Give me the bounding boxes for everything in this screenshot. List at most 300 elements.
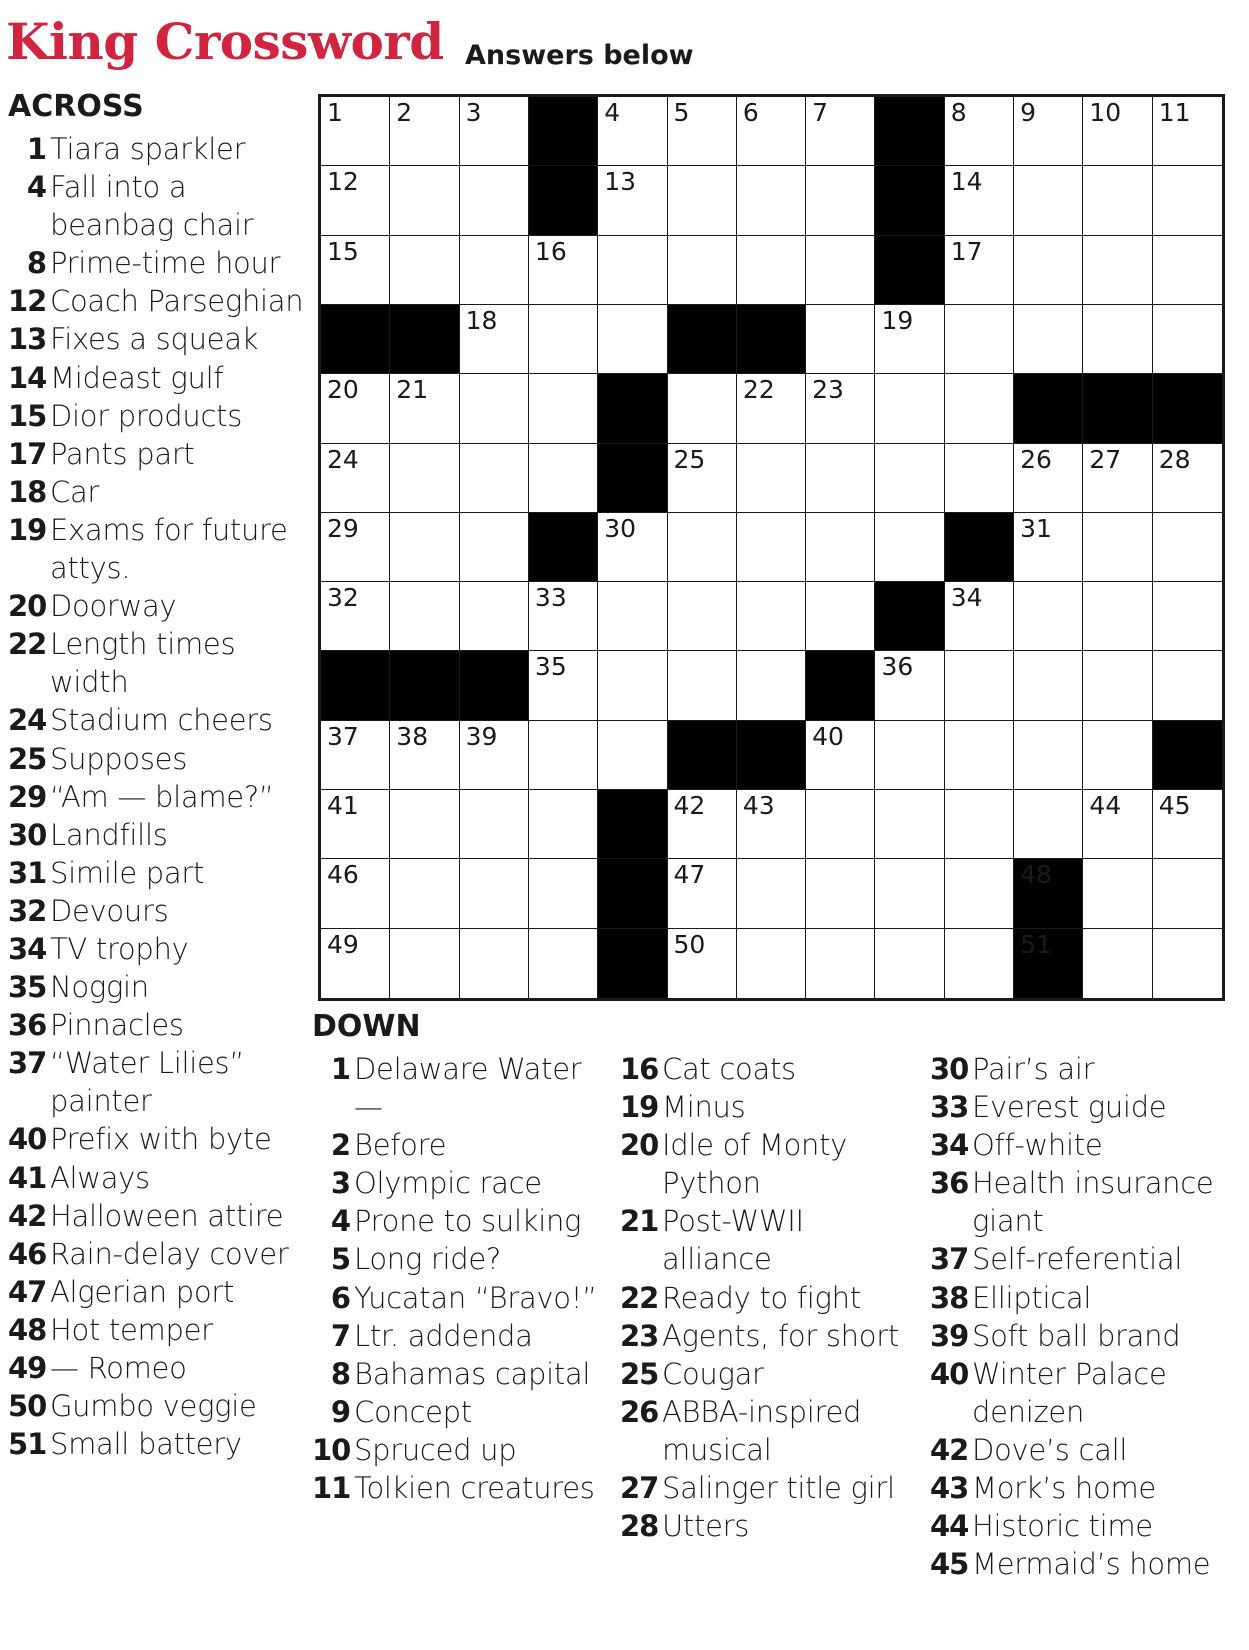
- clue-number: 14: [8, 360, 47, 395]
- grid-cell[interactable]: [460, 166, 529, 235]
- grid-cell[interactable]: [668, 97, 737, 166]
- cell-number: 11: [1158, 98, 1191, 127]
- grid-cell[interactable]: [1083, 305, 1152, 374]
- grid-cell[interactable]: [806, 929, 875, 998]
- cell-number: 23: [812, 375, 844, 405]
- clue-number: 44: [930, 1509, 969, 1544]
- cell-number: 48: [1020, 860, 1052, 890]
- grid-cell[interactable]: [806, 305, 875, 374]
- grid-cell[interactable]: [806, 859, 875, 928]
- grid-cell[interactable]: [598, 582, 667, 651]
- down-column-2: [620, 1010, 920, 1545]
- grid-cell[interactable]: [668, 513, 737, 582]
- grid-cell[interactable]: [806, 166, 875, 235]
- cell-number: 12: [327, 167, 359, 197]
- grid-cell[interactable]: [529, 582, 598, 651]
- grid-cell[interactable]: [945, 374, 1014, 443]
- grid-cell[interactable]: [1083, 859, 1152, 928]
- grid-cell[interactable]: [1153, 790, 1222, 859]
- grid-block: [1014, 929, 1083, 998]
- grid-cell[interactable]: [390, 582, 459, 651]
- grid-cell[interactable]: [598, 305, 667, 374]
- clue-number: 37: [8, 1046, 47, 1081]
- grid-cell[interactable]: [875, 651, 944, 720]
- grid-block: [875, 582, 944, 651]
- grid-cell[interactable]: [598, 166, 667, 235]
- clue-item: [8, 968, 308, 1006]
- clue-number: 13: [8, 322, 47, 357]
- cell-number: 14: [950, 167, 983, 197]
- clue-number: 3: [330, 1166, 350, 1201]
- clue-text: Dior products: [50, 398, 243, 433]
- cell-number: 15: [327, 236, 359, 266]
- clue-number: 32: [8, 893, 47, 928]
- clue-item: [8, 854, 308, 892]
- grid-cell[interactable]: [1014, 305, 1083, 374]
- grid-block: [321, 651, 390, 720]
- clue-text: Pair’s air: [972, 1052, 1095, 1086]
- cell-number: 40: [812, 721, 844, 751]
- clue-item: [8, 892, 308, 930]
- clue-number: 43: [930, 1471, 969, 1506]
- clue-text: Devours: [50, 893, 169, 928]
- grid-cell[interactable]: [875, 305, 944, 374]
- clue-item: [8, 625, 308, 701]
- clue-item: [8, 1311, 308, 1349]
- grid-cell[interactable]: [1083, 721, 1152, 790]
- cell-number: 16: [534, 236, 567, 266]
- clue-number: 28: [620, 1509, 659, 1544]
- clue-text: Spruced up: [354, 1432, 517, 1467]
- clue-number: 11: [312, 1471, 351, 1506]
- clue-number: 33: [930, 1090, 969, 1125]
- clue-item: [930, 1355, 1245, 1431]
- grid-block: [737, 721, 806, 790]
- clue-number: 45: [930, 1547, 969, 1582]
- clue-text: Gumbo veggie: [50, 1389, 257, 1424]
- clue-item: [8, 701, 308, 739]
- grid-cell[interactable]: [460, 513, 529, 582]
- grid-cell[interactable]: [737, 374, 806, 443]
- clue-item: [8, 1425, 308, 1463]
- clue-text: Prefix with byte: [50, 1122, 272, 1157]
- cell-number: 34: [950, 583, 983, 613]
- clue-item: [930, 1279, 1245, 1317]
- grid-cell[interactable]: [737, 513, 806, 582]
- clue-item: [8, 511, 308, 587]
- grid-cell[interactable]: [321, 859, 390, 928]
- grid-cell[interactable]: [1153, 859, 1222, 928]
- cell-number: 28: [1158, 444, 1191, 474]
- clue-item: [620, 1126, 920, 1202]
- grid-cell[interactable]: [875, 790, 944, 859]
- grid-cell[interactable]: [529, 790, 598, 859]
- clue-item: [620, 1050, 920, 1088]
- grid-cell[interactable]: [321, 97, 390, 166]
- grid-cell[interactable]: [806, 444, 875, 513]
- clue-number: 29: [8, 779, 47, 814]
- grid-cell[interactable]: [875, 859, 944, 928]
- clue-item: [620, 1507, 920, 1545]
- grid-cell[interactable]: [1153, 236, 1222, 305]
- grid-cell[interactable]: [390, 374, 459, 443]
- grid-cell[interactable]: [1014, 651, 1083, 720]
- clue-number: 4: [330, 1204, 350, 1239]
- clue-text: Coach Parseghian: [50, 284, 304, 319]
- grid-cell[interactable]: [1014, 236, 1083, 305]
- clue-item: [8, 587, 308, 625]
- clue-item: [312, 1393, 612, 1431]
- cell-number: 8: [950, 98, 967, 127]
- grid-cell[interactable]: [806, 790, 875, 859]
- cell-number: 10: [1089, 98, 1122, 127]
- grid-cell[interactable]: [1153, 651, 1222, 720]
- grid-cell[interactable]: [945, 929, 1014, 998]
- cell-number: 20: [327, 375, 359, 405]
- grid-cell[interactable]: [737, 790, 806, 859]
- grid-cell[interactable]: [390, 721, 459, 790]
- grid-cell[interactable]: [460, 236, 529, 305]
- clue-text: Simile part: [50, 855, 205, 890]
- clue-number: 17: [8, 436, 47, 471]
- clue-text: Utters: [662, 1509, 750, 1544]
- grid-cell[interactable]: [945, 305, 1014, 374]
- grid-cell[interactable]: [529, 305, 598, 374]
- clue-number: 8: [330, 1356, 350, 1391]
- grid-cell[interactable]: [737, 582, 806, 651]
- cell-number: 43: [742, 791, 775, 821]
- clue-text: Everest guide: [972, 1090, 1167, 1125]
- grid-block: [737, 305, 806, 374]
- grid-cell[interactable]: [668, 929, 737, 998]
- clue-item: [8, 1387, 308, 1425]
- cell-number: 18: [465, 305, 498, 335]
- grid-cell[interactable]: [1083, 929, 1152, 998]
- grid-cell[interactable]: [668, 790, 737, 859]
- cell-number: 45: [1158, 791, 1191, 821]
- clue-item: [930, 1088, 1245, 1126]
- clue-number: 42: [930, 1432, 969, 1467]
- grid-cell[interactable]: [1083, 236, 1152, 305]
- cell-number: 44: [1089, 791, 1122, 821]
- grid-cell[interactable]: [529, 236, 598, 305]
- grid-cell[interactable]: [737, 651, 806, 720]
- grid-cell[interactable]: [390, 929, 459, 998]
- grid-block: [668, 305, 737, 374]
- grid-cell[interactable]: [1014, 790, 1083, 859]
- grid-cell[interactable]: [321, 790, 390, 859]
- grid-cell[interactable]: [945, 236, 1014, 305]
- clue-text: Prone to sulking: [354, 1204, 582, 1239]
- clue-number: 48: [8, 1312, 47, 1347]
- clue-text: Mideast gulf: [50, 360, 224, 395]
- cell-number: 26: [1020, 444, 1052, 474]
- grid-block: [598, 859, 667, 928]
- clue-item: [8, 1197, 308, 1235]
- grid-cell[interactable]: [529, 651, 598, 720]
- grid-cell[interactable]: [737, 859, 806, 928]
- clue-text: Prime-time hour: [50, 246, 281, 281]
- grid-cell[interactable]: [390, 790, 459, 859]
- grid-cell[interactable]: [1014, 97, 1083, 166]
- clue-text: Dove’s call: [972, 1432, 1128, 1467]
- cell-number: 24: [327, 444, 359, 474]
- clue-item: [620, 1393, 920, 1469]
- grid-cell[interactable]: [945, 97, 1014, 166]
- clue-item: [312, 1279, 612, 1317]
- grid-cell[interactable]: [321, 166, 390, 235]
- grid-cell[interactable]: [529, 859, 598, 928]
- clue-item: [8, 359, 308, 397]
- grid-cell[interactable]: [1014, 444, 1083, 513]
- grid-cell[interactable]: [1083, 166, 1152, 235]
- grid-cell[interactable]: [1083, 97, 1152, 166]
- grid-cell[interactable]: [668, 236, 737, 305]
- clue-item: [312, 1202, 612, 1240]
- clue-number: 24: [8, 703, 47, 738]
- grid-cell[interactable]: [390, 444, 459, 513]
- grid-cell[interactable]: [875, 721, 944, 790]
- grid-cell[interactable]: [390, 166, 459, 235]
- clue-item: [312, 1469, 612, 1507]
- grid-cell[interactable]: [1083, 582, 1152, 651]
- grid-cell[interactable]: [529, 444, 598, 513]
- grid-cell[interactable]: [1014, 721, 1083, 790]
- clue-text: Fixes a squeak: [50, 322, 259, 357]
- clue-text: Tolkien creatures: [354, 1471, 595, 1506]
- clue-item: [8, 740, 308, 778]
- grid-cell[interactable]: [460, 444, 529, 513]
- clue-text: Cougar: [662, 1356, 764, 1391]
- across-column: [8, 90, 308, 1463]
- grid-cell[interactable]: [321, 444, 390, 513]
- clue-number: 15: [8, 398, 47, 433]
- grid-cell[interactable]: [668, 444, 737, 513]
- clue-number: 37: [930, 1242, 969, 1277]
- grid-cell[interactable]: [598, 513, 667, 582]
- down-clue-list-3: [930, 1050, 1245, 1583]
- grid-cell[interactable]: [321, 513, 390, 582]
- clue-item: [312, 1355, 612, 1393]
- clue-text: Bahamas capital: [354, 1356, 591, 1391]
- cell-number: 21: [396, 375, 429, 405]
- grid-cell[interactable]: [390, 236, 459, 305]
- clue-item: [8, 320, 308, 358]
- grid-cell[interactable]: [945, 582, 1014, 651]
- grid-cell[interactable]: [737, 929, 806, 998]
- across-clue-list: [8, 130, 308, 1463]
- grid-block: [598, 374, 667, 443]
- clue-number: 19: [8, 512, 47, 547]
- cell-number: 6: [742, 98, 759, 127]
- grid-cell[interactable]: [321, 374, 390, 443]
- grid-cell[interactable]: [321, 929, 390, 998]
- grid-cell[interactable]: [945, 721, 1014, 790]
- cell-number: 1: [327, 98, 343, 127]
- cell-number: 7: [812, 98, 829, 127]
- clue-text: Landfills: [50, 817, 168, 852]
- grid-cell[interactable]: [668, 651, 737, 720]
- cell-number: 38: [396, 721, 429, 751]
- grid-cell[interactable]: [668, 859, 737, 928]
- across-heading: ACROSS: [8, 89, 144, 124]
- grid-cell[interactable]: [1153, 444, 1222, 513]
- cell-number: 33: [534, 583, 567, 613]
- grid-cell[interactable]: [460, 582, 529, 651]
- grid-cell[interactable]: [875, 513, 944, 582]
- clue-text: Before: [354, 1128, 447, 1163]
- grid-cell[interactable]: [806, 582, 875, 651]
- grid-cell[interactable]: [945, 166, 1014, 235]
- grid-cell[interactable]: [460, 859, 529, 928]
- grid-cell[interactable]: [460, 790, 529, 859]
- grid-cell[interactable]: [529, 929, 598, 998]
- clue-item: [8, 778, 308, 816]
- clue-item: [312, 1126, 612, 1164]
- clue-item: [930, 1431, 1245, 1469]
- grid-cell[interactable]: [945, 859, 1014, 928]
- clue-item: [620, 1317, 920, 1355]
- clue-item: [312, 1317, 612, 1355]
- clue-number: 40: [930, 1356, 969, 1391]
- clue-text: ABBA-inspired musical: [662, 1394, 862, 1467]
- grid-block: [668, 721, 737, 790]
- clue-text: Stadium cheers: [50, 703, 273, 738]
- grid-cell[interactable]: [668, 166, 737, 235]
- clue-item: [8, 816, 308, 854]
- clue-item: [8, 930, 308, 968]
- grid-cell[interactable]: [529, 374, 598, 443]
- grid-block: [529, 513, 598, 582]
- clue-number: 26: [620, 1394, 659, 1429]
- grid-cell[interactable]: [1014, 166, 1083, 235]
- clue-text: Winter Palace denizen: [972, 1356, 1167, 1429]
- clue-number: 40: [8, 1122, 47, 1157]
- grid-cell[interactable]: [875, 929, 944, 998]
- grid-cell[interactable]: [321, 236, 390, 305]
- clue-text: Algerian port: [50, 1274, 235, 1309]
- clue-item: [620, 1088, 920, 1126]
- clue-item: [930, 1469, 1245, 1507]
- grid-cell[interactable]: [598, 236, 667, 305]
- grid-cell[interactable]: [460, 721, 529, 790]
- grid-cell[interactable]: [945, 790, 1014, 859]
- clue-text: Salinger title girl: [662, 1471, 895, 1506]
- grid-block: [1153, 721, 1222, 790]
- grid-cell[interactable]: [460, 374, 529, 443]
- grid-cell[interactable]: [1153, 929, 1222, 998]
- grid-cell[interactable]: [1153, 97, 1222, 166]
- clue-text: Always: [50, 1160, 150, 1195]
- grid-cell[interactable]: [806, 513, 875, 582]
- grid-cell[interactable]: [1083, 513, 1152, 582]
- grid-cell[interactable]: [668, 374, 737, 443]
- clue-number: 4: [26, 170, 46, 205]
- grid-cell[interactable]: [737, 166, 806, 235]
- grid-block: [460, 651, 529, 720]
- clue-text: Long ride?: [354, 1242, 502, 1277]
- cell-number: 9: [1020, 98, 1036, 127]
- grid-cell[interactable]: [1083, 651, 1152, 720]
- clue-text: Halloween attire: [50, 1198, 284, 1233]
- grid-cell[interactable]: [806, 374, 875, 443]
- grid-cell[interactable]: [321, 721, 390, 790]
- grid-cell[interactable]: [390, 859, 459, 928]
- clue-number: 31: [8, 855, 47, 890]
- grid-cell[interactable]: [737, 97, 806, 166]
- grid-block: [1083, 374, 1152, 443]
- grid-cell[interactable]: [1014, 582, 1083, 651]
- clue-number: 41: [8, 1160, 47, 1195]
- clue-item: [8, 1235, 308, 1273]
- grid-cell[interactable]: [737, 444, 806, 513]
- grid-cell[interactable]: [806, 721, 875, 790]
- clue-text: Fall into a beanbag chair: [50, 170, 254, 243]
- clue-text: Concept: [354, 1394, 472, 1429]
- grid-cell[interactable]: [1083, 790, 1152, 859]
- clue-text: Rain-delay cover: [50, 1236, 289, 1271]
- grid-cell[interactable]: [529, 721, 598, 790]
- page-title: King Crossword: [6, 12, 444, 71]
- grid-cell[interactable]: [321, 582, 390, 651]
- grid-cell[interactable]: [1153, 513, 1222, 582]
- clue-number: 16: [620, 1052, 659, 1086]
- clue-number: 27: [620, 1471, 659, 1506]
- grid-cell[interactable]: [390, 513, 459, 582]
- grid-cell[interactable]: [1014, 513, 1083, 582]
- grid-cell[interactable]: [390, 97, 459, 166]
- grid-cell[interactable]: [668, 582, 737, 651]
- grid-cell[interactable]: [875, 374, 944, 443]
- grid-cell[interactable]: [806, 97, 875, 166]
- clue-item: [930, 1240, 1245, 1278]
- grid-block: [321, 305, 390, 374]
- grid-cell[interactable]: [1153, 166, 1222, 235]
- grid-cell[interactable]: [598, 651, 667, 720]
- grid-cell[interactable]: [598, 721, 667, 790]
- grid-block: [945, 513, 1014, 582]
- clue-number: 42: [8, 1198, 47, 1233]
- clue-number: 8: [26, 246, 46, 281]
- clue-text: Exams for future attys.: [50, 512, 288, 586]
- grid-cell[interactable]: [1083, 444, 1152, 513]
- cell-number: 31: [1020, 513, 1052, 543]
- grid-cell[interactable]: [737, 236, 806, 305]
- grid-block: [529, 97, 598, 166]
- grid-cell[interactable]: [1153, 582, 1222, 651]
- clue-number: 20: [620, 1128, 659, 1163]
- clue-item: [8, 244, 308, 282]
- cell-number: 37: [327, 721, 359, 751]
- grid-cell[interactable]: [945, 651, 1014, 720]
- clue-item: [930, 1050, 1245, 1088]
- grid-cell[interactable]: [1153, 305, 1222, 374]
- grid-cell[interactable]: [875, 444, 944, 513]
- grid-cell[interactable]: [460, 929, 529, 998]
- clue-text: Tiara sparkler: [50, 132, 246, 166]
- clue-item: [620, 1279, 920, 1317]
- cell-number: 25: [673, 444, 706, 474]
- grid-cell[interactable]: [460, 97, 529, 166]
- clue-number: 21: [620, 1204, 659, 1239]
- cell-number: 30: [604, 513, 637, 543]
- grid-cell[interactable]: [598, 97, 667, 166]
- grid-cell[interactable]: [945, 444, 1014, 513]
- clue-text: Soft ball brand: [972, 1318, 1181, 1353]
- grid-cell[interactable]: [460, 305, 529, 374]
- page-subtitle: Answers below: [465, 40, 694, 71]
- grid-cell[interactable]: [806, 236, 875, 305]
